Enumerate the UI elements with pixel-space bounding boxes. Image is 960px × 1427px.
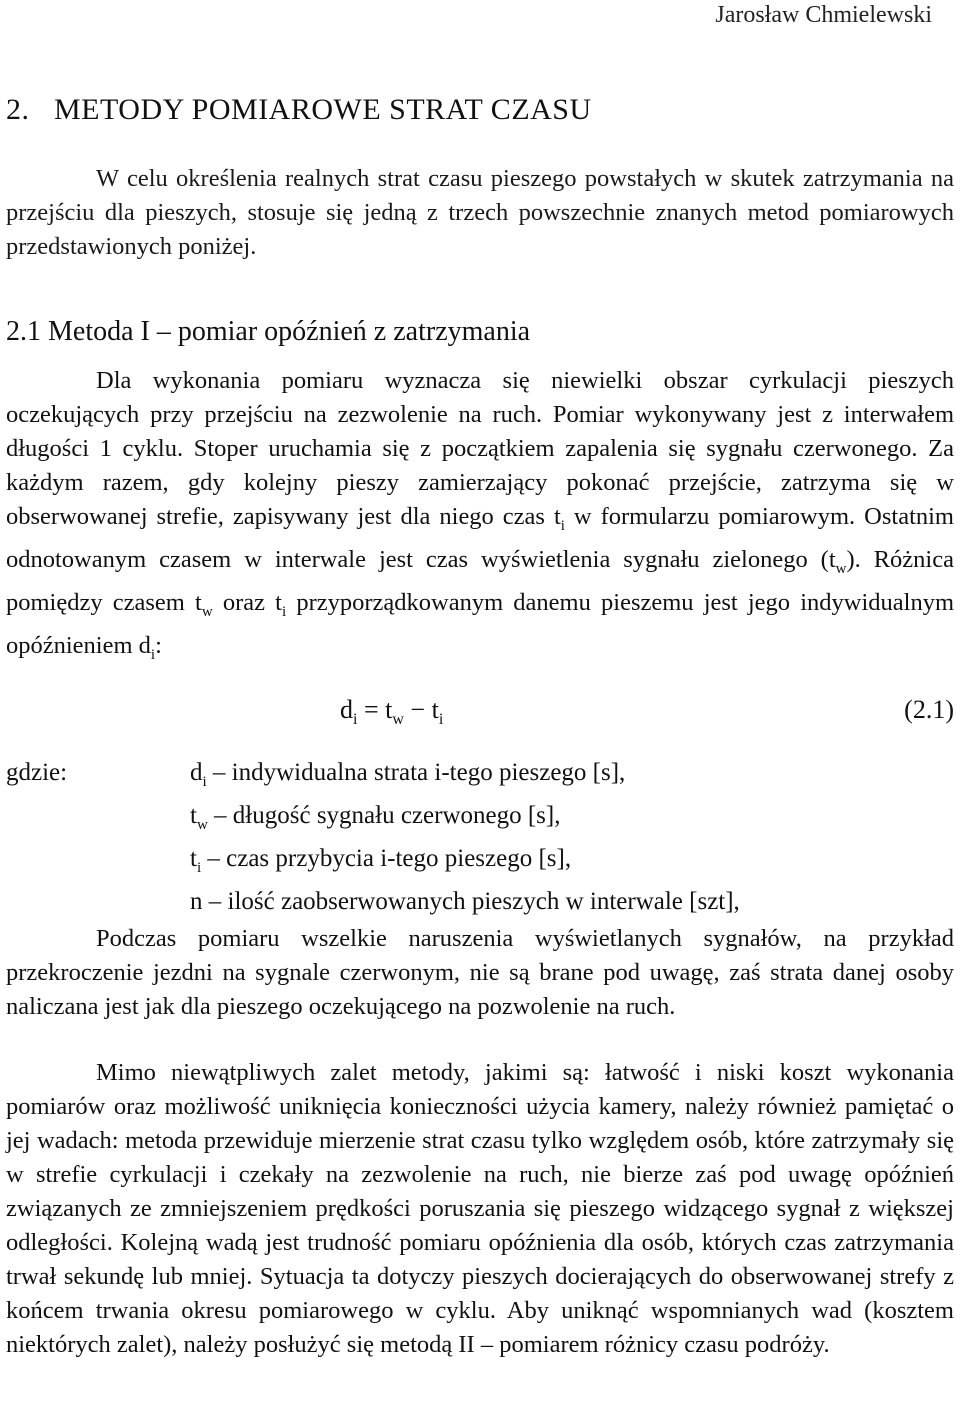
- definitions-label: gdzie:: [6, 759, 68, 786]
- definitions-list: [190, 756, 930, 928]
- chapter-heading: [6, 92, 592, 128]
- equation-2-1: [0, 690, 960, 730]
- definition-item: $t_i$ – czas przybycia i-tego pieszego [s],: [190, 845, 572, 876]
- advantages-disadvantages-paragraph: Mimo niewątpliwych zalet metody, jakimi są: łatwość i niski koszt wykonania pomiarów oraz możliwość uniknięcia konieczności użycia kamery, należy również pamiętać o jej wadach: metoda przewiduje mierzenie strat czasu tylko względem osób, które zatrzymały się w strefie cyrkulacji i czekały na zezwolenie na ruch, nie bierze zaś pod uwagę opóźnień związanych ze zmniejszeniem prędkości poruszania się pieszego widzącego sygnał z większej odległości. Kolejną wadą jest trudność pomiaru opóźnienia dla osób, których czas zatrzymania trwał sekundę lub mniej. Sytuacja ta dotyczy pieszych docierających do obserwowanej strefy z końcem trwania okresu pomiarowego w cyklu. Aby uniknąć wspomnianych wad (kosztem niektórych zalet), należy posłużyć się metodą II – pomiarem różnicy czasu podróży.: [6, 1059, 954, 1358]
- chapter-number: 2.: [6, 93, 30, 126]
- definition-item: n – ilość zaobserwowanych pieszych w interwale [szt],: [190, 888, 740, 915]
- section-heading: 2.1 Metoda I – pomiar opóźnień z zatrzymania: [6, 316, 531, 347]
- equation-body: $d_i = t_w - t_i$: [340, 695, 444, 729]
- intro-paragraph: W celu określenia realnych strat czasu pieszego powstałych w skutek zatrzymania na przejściu dla pieszych, stosuje się jedną z trzech powszechnie znanych metod pomiarowych przedstawionych poniżej.: [6, 165, 954, 260]
- running-header-author: Jarosław Chmielewski: [715, 2, 932, 28]
- definition-item: $d_i$ – indywidualna strata i-tego pieszego [s],: [190, 759, 626, 790]
- method-paragraph: Dla wykonania pomiaru wyznacza się niewielki obszar cyrkulacji pieszych oczekujących przy przejściu na zezwolenie na ruch. Pomiar wykonywany jest z interwałem długości 1 cyklu. Stoper uruchamia się z początkiem zapalenia się sygnału czerwonego. Za każdym razem, gdy kolejny pieszy zamierzający pokonać przejście, zatrzyma się w obserwowanej strefie, zapisywany jest dla niego czas $t_i$ w formularzu pomiarowym. Ostatnim odnotowanym czasem w interwale jest czas wyświetlenia sygnału zielonego $(t_w)$. Różnica pomiędzy czasem $t_w$ oraz $t_i$ przyporządkowanym danemu pieszemu jest jego indywidualnym opóźnieniem $d_i$:: [6, 367, 955, 663]
- definition-item: $t_w$ – długość sygnału czerwonego [s],: [190, 802, 561, 833]
- equation-number: (2.1): [904, 695, 954, 724]
- chapter-title: METODY POMIAROWE STRAT CZASU: [54, 93, 592, 126]
- violations-paragraph: Podczas pomiaru wszelkie naruszenia wyświetlanych sygnałów, na przykład przekroczenie jezdni na sygnale czerwonym, nie są brane pod uwagę, zaś strata danej osoby naliczana jest jak dla pieszego oczekującego na pozwolenie na ruch.: [6, 925, 954, 1020]
